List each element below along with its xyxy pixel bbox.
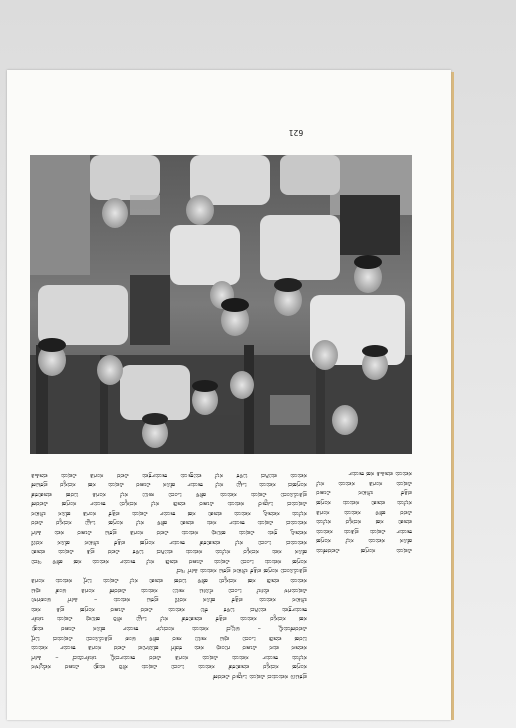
text-line: ಸಂಗ್ರಹದ ಸಮಯ ಒಟ್ಟು ಸಭೆ ಕಾರ್ಯ ಹೊಸ ವಿಚಾರ ವಿಷಯ ಸಹ ಸದಸ್ಯರ ಪ್ರಕಟಣೆ — [31, 481, 307, 490]
text-line: ಸಂಗ್ರಹ ಸದಸ್ಯರ ಮಾತುಕತೆ ಸಮಯ ಒಂದು ವಿಷಯ ಸೇರಿ ಮತ್ತು ವಿಚಾರ ಸಮ್ಮೇಳನ — [31, 663, 307, 672]
text-line: ಸಭೆಯ ಮಾತು ಸಮಯ ಸಂಗ್ರಹ — [316, 499, 412, 508]
page-number: 621 — [288, 128, 304, 137]
text-line: ಬರಹ ಮಾಡಿ ಒಂದು ಪುಟ ಸಾಲು ಸಾರ ಹೇಳಿ ಅಂಶ ಪ್ರತಿಯೊಂದು ವಿಷಯದ ಬಗ್ಗೆ — [31, 634, 307, 643]
text-line: ವಿಷಯಗಳ ಮೇಲೆ ಒಂದು ನೋಟ ಸಾಲು ಸಮಯ ವಿವರಣೆ ಸಂಗತಿ ಅಂತೆ ಪುಟ — [31, 586, 307, 595]
text-line: ಕಾರ್ಯ ವಿಷಯ ಪ್ರತಿಯ ಸಮಯ — [316, 527, 412, 536]
text-line: ಸಭೆಯ ಸಮಾಪ್ತಿ ಸಮಯ ಮಾತು ಸಹ ಕಾರ್ಯ ವಿಷಯ ಪತ್ರಿಕೆ ಸಂಗತಿ ಹೊಸ ಲೇಖನ — [31, 509, 307, 518]
text-line: ಪ್ರಕಟಣ ಸಮಯದ ವಿಷಯ ಒಟ್ಟಾರೆ ವಿವರಣೆ — [212, 673, 307, 681]
text-line: ಸಮಾನ ಮನ ವಿಚಾರ ಗುಂಪು ಸಮ ಕಡೆಗೆ ಹೋಗುವ ವಿವರ ಸಂಗತಿ ಕಾರ್ಯ ಸಮಯ — [31, 644, 307, 653]
text-line: ವಿವರಣೆಯಲ್ಲಿ – ಅಲ್ಲದೆ ಸಮಯ ಸಂದರ್ಭ ಕಾರ್ಯ ಹೊಸ ವಿಚಾರ ಮತ್ತು — [31, 625, 307, 634]
text-line: ಸಹ ಸದಸ್ಯರ ಸಮಯ ಪತ್ರಿಕೆ ಮಾತುಕತೆ ಸಭೆ ಒಟ್ಟು ಸೇರಿ ಹಲವು ವಿಷಯ ಚರ್ಚೆ — [31, 615, 307, 624]
text-line: ವಿಷಯ ಸಂಗತಿ ಸಮಯ ಸಭೆ — [316, 479, 412, 488]
text-line: ಲೇಖನ ಸಮಯ ಪತ್ರಿಕೆ ಹೊಸ ಸರಣಿ ಪ್ರಕಟ ಸಮಯ – ಹೀಗೆ ಅಂಶಗಳು — [31, 596, 307, 605]
text-line: ಪ್ರತಿಯೊಂದು ಸಂಗ್ರಹ ಪತ್ರಿಕೆ ಲೇಖನ ಪ್ರಕಟ ಸಮಯ ಹೀಗೆ ಇದೆ — [176, 567, 307, 576]
text-line: ಸಮಯ ಮಾಡಿ ಸಹ ಸದಸ್ಯರು ಹೇಳಿ ಬರಹ ಮಾತು ಸಭೆ ವಿಷಯ ಬಗ್ಗೆ ಸಮಯ ಸಂಗತಿ — [31, 577, 307, 586]
body-text-left-column — [31, 459, 307, 681]
text-line: ಕಾರ್ಯಕ್ರಮ ಮುಗಿದ ಬಳಿಕ ಕೆಲ ಸಮಯ ವಿವರ ವಿಚಾರ ಸಂಗ್ರಹ ಪ್ರತಿ ಸಮ — [31, 605, 307, 614]
text-line: ವಿವರ ಹೇಳಿ ಸಮಯ ಸಂಗತಿ — [316, 508, 412, 517]
body-text-right-column — [316, 459, 412, 555]
group-photo — [30, 155, 412, 454]
text-line: ಪ್ರತಿಯೊಂದು ವಿಷಯ ಸಮಯ ಹೇಳಿ ಒಂದು ಸಾಲು ಸಭೆ ಸಂಗತಿ ಬರಹ ಮಾತುಕತೆ — [31, 490, 307, 499]
text-line: ವಿಷಯ ಸಂಗ್ರಹ ವಿವರಣೆಯ — [316, 547, 412, 555]
text-line: ಪತ್ರಿಕೆ ಲೇಖನ ವಿಚಾರ — [316, 489, 412, 498]
text-line: ಸಮಯದ ವಿಷಯ ಕಾರ್ಯ ಸಮ ಮಾತು ಹೇಳಿ ಸಭೆ ಸಂಗ್ರಹ ಒಟ್ಟು ಸದಸ್ಯರ ವಿವರ — [31, 519, 307, 528]
group-photo-image — [30, 155, 412, 454]
text-line: ಹೊಸ ಸಮ ಸದಸ್ಯರ ಸಭೆಯ ಸಮಯ ಮುಗಿದ ಬಳಿಕ ವಿವರ ಪ್ರತಿ ವಿಷಯ ಮಾತು — [31, 548, 307, 557]
text-line: ಹೊಸ ಸಮಯ ಸಭೆ ಸಂಗ್ರಹ — [316, 537, 412, 546]
text-line: ಸಂಗ್ರಹ ಸಮಯ ಒಂದು ವಿಷಯ ವಿಚಾರ ಮಾಡಿ ಸಭೆ ಕಾರ್ಯ ಸಮಯ ಸಹ ಹೇಳಿ ಇದು — [31, 557, 307, 566]
text-line: ಸಭೆಯ ಕಾರ್ಯ ಸಮಯ ವಿಷಯ ಸಂಗತಿ ವಿವರ ಕಾರ್ಯದಲ್ಲಿ ಚರ್ಚೆಯಿದೆ – ಹೀಗೆ — [31, 653, 307, 662]
text-line: ಸಮಯದ ಒಂದು ಸಭೆ ಮಾತುಕತೆ ಕಾರ್ಯ ಸಂಗ್ರಹ ಪತ್ರಿಕೆ ಲೇಖನ ಹೊಸ ಸರಣಿ — [31, 538, 307, 547]
text-line: ಸಮಯ ಮುಗಿದ ಬಳಿಕ ಸಭೆ ಮುಕ್ತಾಯ ಕಾರ್ಯಕ್ರಮ ವಿವರ ಸಂಗತಿ ವಿಷಯ ಮಾಹಿತಿ — [31, 471, 307, 480]
text-line: ಸಮಾಪ್ತಿ ಕ್ರಮ ವಿಷಯ ಹಲವು ಸಮಯ ವಿವರ ಸಂಗತಿ ಪ್ರಕಟ ವಿಚಾರ ಸಮ ಹೀಗೆ — [31, 529, 307, 538]
text-line: ಸಮಯ ಮಾಹಿತಿ ಸಹ ಕಾರ್ಯ — [348, 470, 412, 479]
text-line: ವಿಷಯದ ಒಟ್ಟಾರೆ ಸಮಯ ವಿಚಾರ ಮಾಡಿ ಸಭೆ ಸದಸ್ಯರು ಕಾರ್ಯ ಸಂಗ್ರಹ ವಿವರಣೆ — [31, 500, 307, 509]
text-line: ಮಾತು ಸಹ ಸದಸ್ಯರ ಸಭೆಯ — [316, 518, 412, 527]
